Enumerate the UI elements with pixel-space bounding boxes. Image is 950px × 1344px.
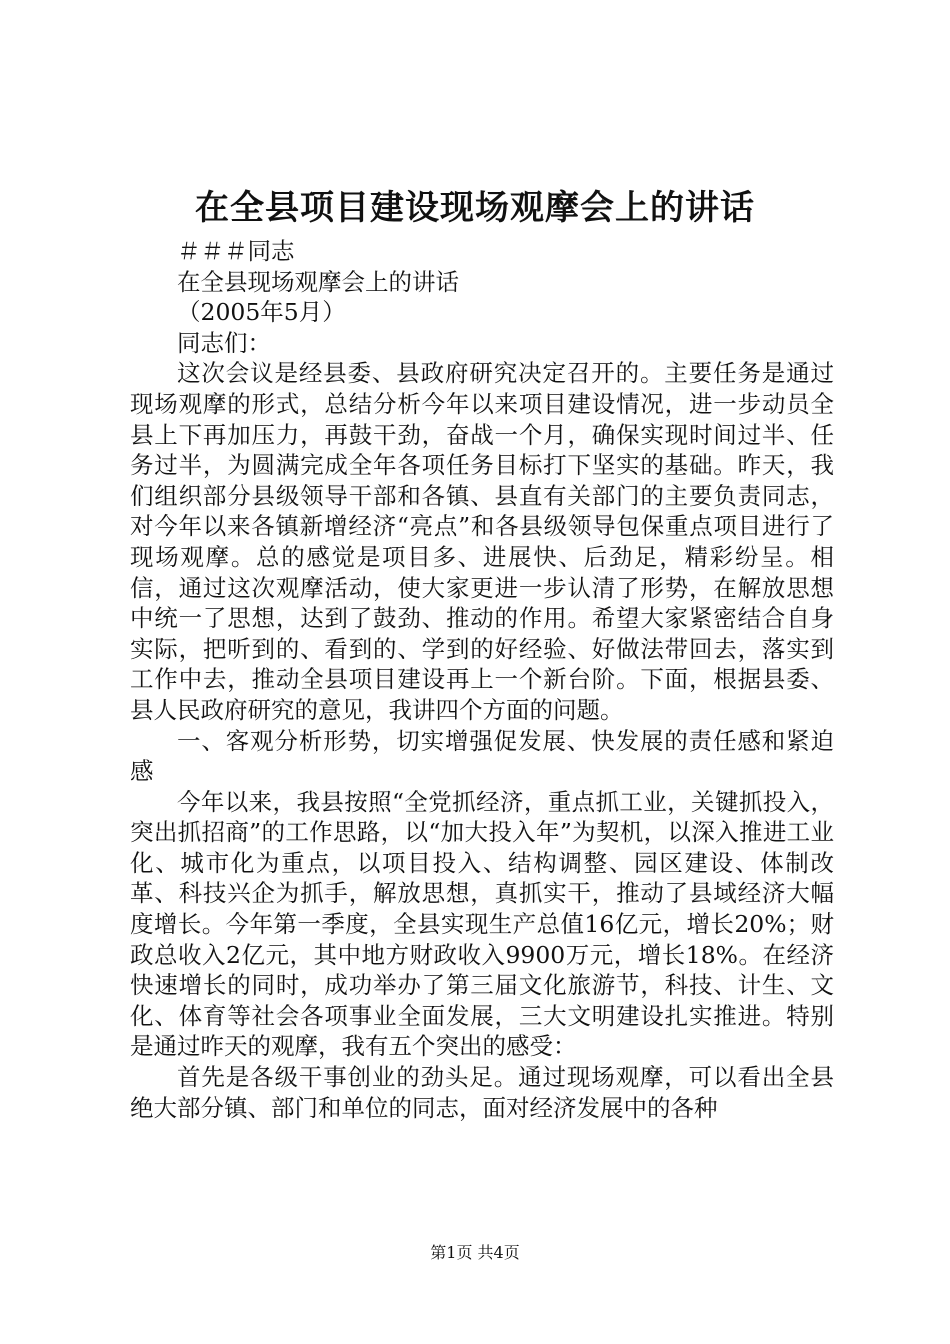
body-paragraph: 今年以来，我县按照“全党抓经济，重点抓工业，关键抓投入，突出抓招商”的工作思路，以“加大投入年”为契机，以深入推进工业化、城市化为重点，以项目投入、结构调整、园区建设、体制改革、科技兴企为抓手，解放思想，真抓实干，推动了县域经济大幅度增长。今年第一季度，全县实现生产总值16亿元，增长20%；财政总收入2亿元，其中地方财政收入9900万元，增长18%。在经济快速增长的同时，成功举办了第三届文化旅游节，科技、计生、文化、体育等社会各项事业全面发展，三大文明建设扎实推进。特别是通过昨天的观摩，我有五个突出的感受： — [130, 787, 834, 1061]
addressee-line: ＃＃＃同志 — [177, 237, 295, 265]
document-body — [130, 236, 834, 1123]
page-number-footer: 第1页 共4页 — [430, 1243, 520, 1262]
section-heading: 一、客观分析形势，切实增强促发展、快发展的责任感和紧迫感 — [130, 726, 834, 786]
body-paragraph: 这次会议是经县委、县政府研究决定召开的。主要任务是通过现场观摩的形式，总结分析今年以来项目建设情况，进一步动员全县上下再加压力，再鼓干劲，奋战一个月，确保实现时间过半、任务过半，为圆满完成全年各项任务目标打下坚实的基础。昨天，我们组织部分县级领导干部和各镇、县直有关部门的主要负责同志，对今年以来各镇新增经济“亮点”和各县级领导包保重点项目进行了现场观摩。总的感觉是项目多、进展快、后劲足，精彩纷呈。相信，通过这次观摩活动，使大家更进一步认清了形势，在解放思想中统一了思想，达到了鼓劲、推动的作用。希望大家紧密结合自身实际，把听到的、看到的、学到的好经验、好做法带回去，落实到工作中去，推动全县项目建设再上一个新台阶。下面，根据县委、县人民政府研究的意见，我讲四个方面的问题。 — [130, 359, 834, 724]
speech-subtitle: 在全县现场观摩会上的讲话 — [177, 267, 459, 296]
speech-date: （2005年5月） — [177, 298, 346, 327]
document-title: 在全县项目建设现场观摩会上的讲话 — [195, 188, 755, 228]
salutation: 同志们： — [177, 328, 271, 357]
body-paragraph: 首先是各级干事创业的劲头足。通过现场观摩，可以看出全县绝大部分镇、部门和单位的同志，面对经济发展中的各种 — [130, 1063, 834, 1122]
